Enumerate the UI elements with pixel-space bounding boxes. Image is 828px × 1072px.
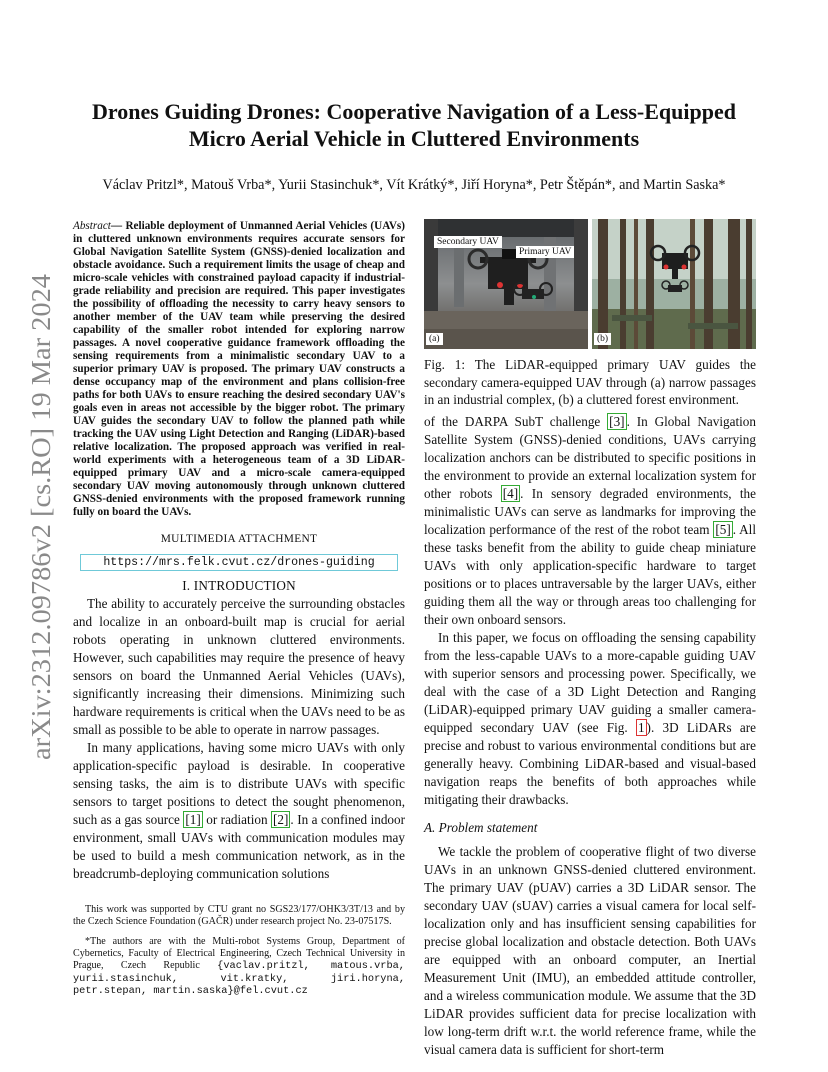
right-paragraph-1 [424, 413, 756, 629]
multimedia-heading: MULTIMEDIA ATTACHMENT [160, 533, 318, 545]
figure-1-caption: Fig. 1: The LiDAR-equipped primary UAV guides the secondary camera-equipped UAV through (a) narrow passages in an industrial complex, (b) a cluttered forest environment. [424, 357, 756, 407]
abstract-body: — Reliable deployment of Unmanned Aerial Vehicles (UAVs) in cluttered unknown environments requires accurate sensors for Global Navigation Satellite System (GNSS)-denied localization and obstacle avoidance. Such a requirement limits the usage of cheap and micro-scale vehicles with constrained payload capacity if industrial-grade reliability and precision are required. This paper investigates the possibility of offloading the necessity to carry heavy sensors to another member of the UAV team while preserving the desired capability of the smaller robot intended for exploring narrow passages. A novel cooperative guidance framework offloading the sensing requirements from a minimalistic secondary UAV to a superior primary UAV is proposed. The primary UAV constructs a dense occupancy map of the environment and plans collision-free paths for both UAVs to ensure reaching the desired secondary UAV's goals even in areas not accessible by the bigger robot. The primary UAV guides the secondary UAV to follow the planned path while tracking the UAV using Light Detection and Ranging (LiDAR)-based relative localization. The proposed approach was verified in real-world experiments with a heterogeneous team of a 3D LiDAR-equipped primary UAV and a micro-scale camera-equipped secondary UAV moving autonomously through unknown cluttered GNSS-denied environments with the proposed framework running fully on board the UAVs. [73, 220, 405, 518]
right-p1-text-d: . All these tasks benefit from the ability to guide cheap miniature UAVs with only application-specific hardware to target positions or to places untraversable by the larger UAVs, either guiding them all the way or through areas too challenging for their own onboard sensors. [424, 522, 757, 627]
citation-3-link[interactable]: [3] [609, 414, 625, 429]
right-column [424, 413, 756, 1059]
label-b: (b) [594, 333, 611, 345]
right-p2-text-b: ). 3D LiDARs are precise and robust to various environmental conditions but are generally heavy. Combining LiDAR-based and visual-based navigation reaps the benefits of both approaches while mitigating their drawbacks. [424, 720, 756, 807]
footnotes [73, 904, 405, 998]
intro-p2-text-c: . In a confined indoor environment, small UAVs with communication modules may be used to build a mesh communication network, as in the breadcrumb-deploying communication solutions [73, 812, 406, 881]
label-primary-uav: Primary UAV [516, 246, 574, 258]
left-column [73, 220, 405, 883]
citation-1-link[interactable]: [1] [185, 812, 201, 827]
label-a: (a) [426, 333, 443, 345]
right-p1-text-b: . In Global Navigation Satellite System (GNSS)-denied conditions, UAVs carrying localization anchors can be distributed to specific positions in the environment to provide an external localization system for other robots [424, 414, 756, 501]
right-paragraph-3: We tackle the problem of cooperative flight of two diverse UAVs in an unknown GNSS-denied cluttered environment. The primary UAV (pUAV) carries a 3D LiDAR sensor. The secondary UAV (sUAV) carries a visual camera for local self-localization only and has insufficient sensing capabilities for precise global localization and obstacle detection. Both UAVs are equipped with an onboard computer, an Inertial Measurement Unit (IMU), an embedded attitude controller, and a wireless communication module. We assume that the 3D LiDAR provides sufficient data for precise localization with low long-term drift w.r.t. the world reference frame, while the visual camera data is sufficient for short-term [424, 844, 756, 1057]
footnote-emails: {vaclav.pritzl, matous.vrba, yurii.stasinchuk, vit.kratky, jiri.horyna, petr.stepan, martin.saska}@fel.cvut.cz [73, 959, 405, 998]
figure-1b-photo [592, 219, 756, 349]
right-p2-text-a: In this paper, we focus on offloading the sensing capability from the less-capable UAVs to a more-capable guiding UAV with superior sensors and processing power. Specifically, we deal with the case of a 3D Light Detection and Ranging (LiDAR)-equipped primary UAV guiding a smaller camera-equipped secondary UAV (see Fig. [424, 630, 756, 735]
citation-4-link[interactable]: [4] [502, 486, 519, 501]
right-p1-text-a: of the DARPA SubT challenge [424, 414, 608, 429]
intro-paragraph-1: The ability to accurately perceive the surrounding obstacles and localize in an onboard-built map is crucial for aerial robots operating in unknown cluttered environments. However, such capabilities may require the presence of heavy sensors on board the Unmanned Aerial Vehicles (UAVs), significantly increasing their dimensions. Minimizing such hardware requirements is critical when the UAVs need to be as small as possible to be able to operate in narrow passages. [73, 596, 405, 737]
multimedia-link[interactable]: https://mrs.felk.cvut.cz/drones-guiding [80, 554, 398, 571]
author-list: Václav Pritzl*, Matouš Vrba*, Yurii Stasinchuk*, Vít Krátký*, Jiří Horyna*, Petr Štěpán*, and Martin Saska* [102, 177, 726, 193]
arxiv-id-text: arXiv:2312.09786v2 [cs.RO] 19 Mar 2024 [26, 298, 56, 760]
right-paragraph-2 [424, 629, 756, 809]
citation-5-link[interactable]: [5] [715, 522, 731, 537]
paper-title [60, 98, 768, 152]
abstract-lead: Abstract [73, 220, 111, 232]
title-line-1: Drones Guiding Drones: Cooperative Navigation of a Less-Equipped [92, 99, 736, 124]
figure-1-ref-link[interactable]: 1 [637, 720, 645, 735]
intro-p2-text-a: In many applications, having some micro UAVs with only application-specific payload is desirable. In cooperative sensing tasks, the aim is to distribute UAVs with specific sensors to target positions to detect the sought phenomenon, such as a gas source [73, 740, 405, 827]
figure-1a-photo [424, 219, 588, 349]
footnote-affiliation [73, 936, 405, 999]
footnote-funding: This work was supported by CTU grant no SGS23/177/OHK3/3T/13 and by the Czech Science Foundation (GAČR) under research project No. 23-07517S. [73, 904, 405, 927]
title-line-2: Micro Aerial Vehicle in Cluttered Environments [188, 126, 640, 151]
section-heading-introduction: I. INTRODUCTION [182, 578, 296, 593]
intro-p2-text-b: or radiation [202, 812, 272, 827]
label-secondary-uav: Secondary UAV [434, 236, 502, 248]
citation-2-link[interactable]: [2] [273, 812, 289, 827]
footnote-affiliation-text: *The authors are with the Multi-robot Systems Group, Department of Cybernetics, Faculty of Electrical Engineering, Czech Technical University in Prague, Czech Republic [73, 935, 405, 971]
intro-paragraph-2 [73, 739, 405, 883]
arxiv-identifier-stamp [20, 272, 60, 762]
figure-1 [424, 219, 756, 349]
abstract [73, 220, 405, 519]
subsection-heading-problem-statement: A. Problem statement [424, 820, 538, 835]
right-p1-text-c: . In sensory degraded environments, the minimalistic UAVs can serve as landmarks for improving the localization performance of the rest of the robot team [424, 486, 756, 537]
